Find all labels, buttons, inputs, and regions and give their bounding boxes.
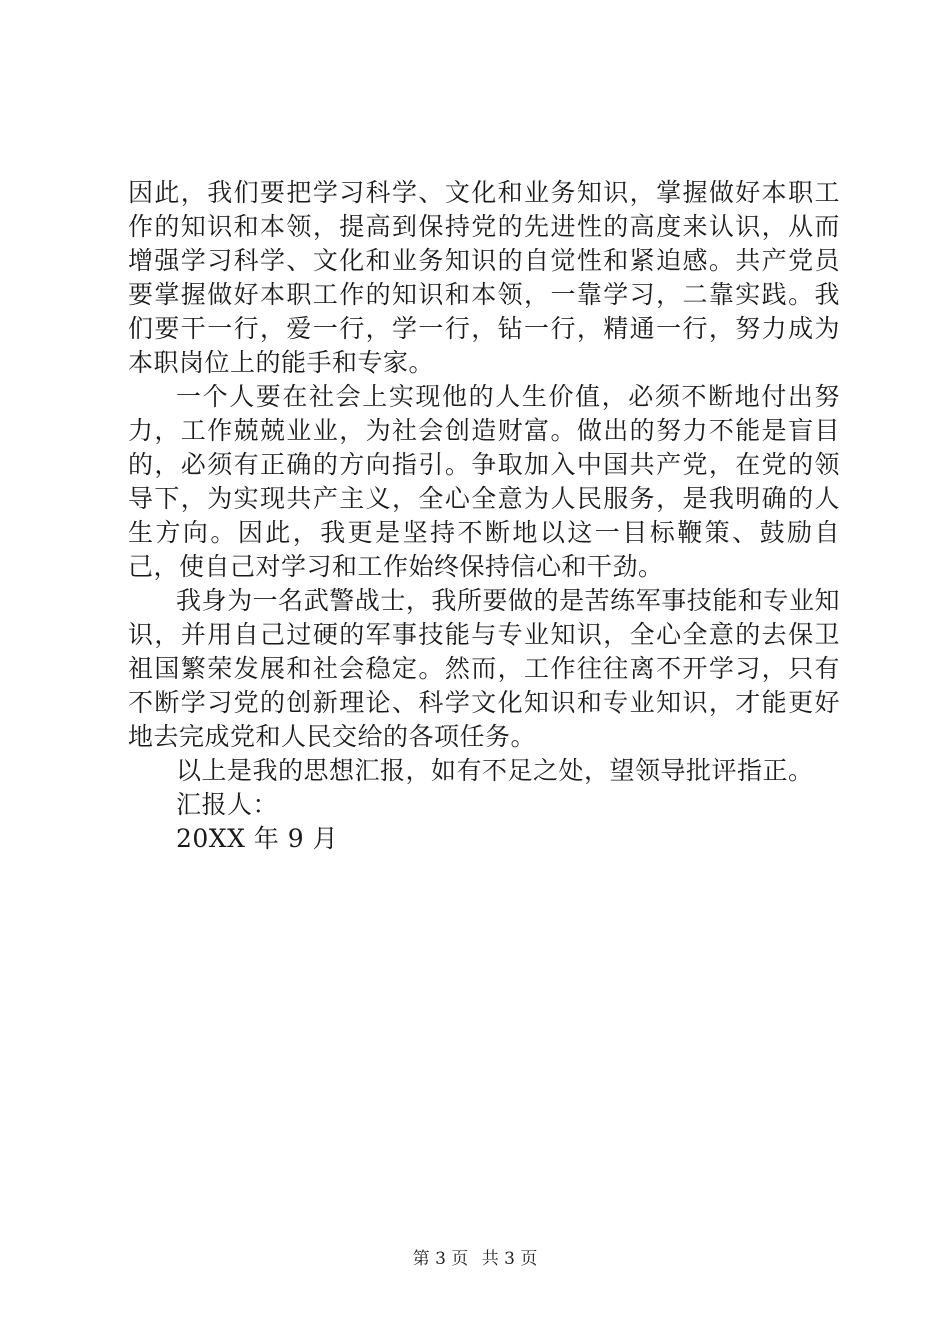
document-body bbox=[128, 176, 840, 856]
page-number-current: 第 3 页 bbox=[412, 1249, 469, 1269]
signature-label: 汇报人： bbox=[176, 790, 279, 819]
paragraph-2: 一个人要在社会上实现他的人生价值，必须不断地付出努力，工作兢兢业业，为社会创造财富。做出的努力不能是盲目的，必须有正确的方向指引。争取加入中国共产党，在党的领导下，为实现共产主义，全心全意为人民服务，是我明确的人生方向。因此，我更是坚持不断地以这一目标鞭策、鼓励自己，使自己对学习和工作始终保持信心和干劲。 bbox=[128, 382, 840, 581]
page-number-total: 共 3 页 bbox=[481, 1249, 538, 1269]
paragraph-3: 我身为一名武警战士，我所要做的是苦练军事技能和专业知识，并用自己过硬的军事技能与专业知识，全心全意的去保卫祖国繁荣发展和社会稳定。然而，工作往往离不开学习，只有不断学习党的创新理论、科学文化知识和专业知识，才能更好地去完成党和人民交给的各项任务。 bbox=[128, 586, 840, 751]
closing-remark: 以上是我的思想汇报，如有不足之处，望领导批评指正。 bbox=[176, 756, 814, 785]
paragraph-1: 因此，我们要把学习科学、文化和业务知识，掌握做好本职工作的知识和本领，提高到保持党的先进性的高度来认识，从而增强学习科学、文化和业务知识的自觉性和紧迫感。共产党员要掌握做好本职工作的知识和本领，一靠学习，二靠实践。我们要干一行，爱一行，学一行，钻一行，精通一行，努力成为本职岗位上的能手和专家。 bbox=[128, 178, 840, 377]
page-footer bbox=[0, 1244, 950, 1269]
report-date: 20XX 年 9 月 bbox=[176, 824, 339, 853]
